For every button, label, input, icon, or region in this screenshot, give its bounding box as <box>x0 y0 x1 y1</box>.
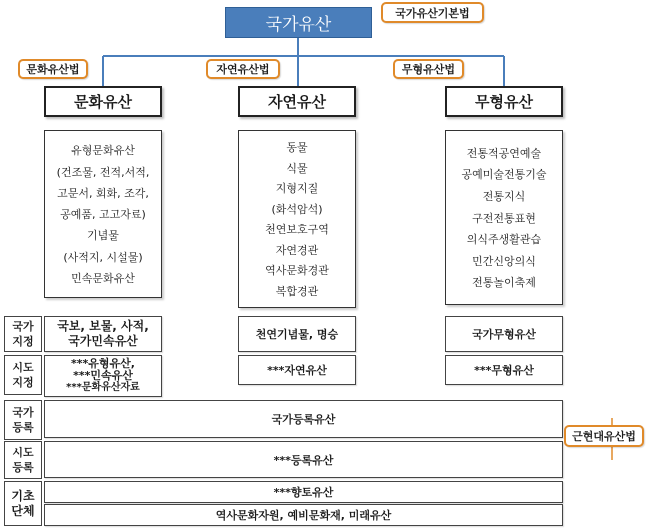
row-label-line: 시도 <box>12 446 34 459</box>
list-item: 의식주생활관습 <box>466 233 542 247</box>
cell-line: ***자연유산 <box>267 363 327 377</box>
root-label: 국가유산 <box>265 15 332 35</box>
row-label-line: 국가 <box>12 406 34 419</box>
cell-line: 국가등록유산 <box>271 413 336 426</box>
cell-line: ***향토유산 <box>273 486 334 499</box>
list-item: 천연보호구역 <box>265 223 329 237</box>
list-item: 민속문화유산 <box>71 271 135 285</box>
list-item: (화석암석) <box>271 202 323 216</box>
law-badge-cultural <box>18 59 88 79</box>
cell-line: 국보, 보물, 사적, <box>57 319 149 333</box>
law-badge-natural <box>206 59 280 79</box>
category-intangible-label: 무형유산 <box>475 93 533 111</box>
list-item: 지형지질 <box>275 182 319 196</box>
list-natural <box>238 130 356 308</box>
list-intangible <box>445 130 563 305</box>
row-label-national-designation <box>4 316 42 352</box>
list-item: 전통적공연예술 <box>466 146 542 160</box>
list-item: 유형문화유산 <box>71 144 135 158</box>
law-badge-basic <box>381 2 484 23</box>
cell-line: 국가민속유산 <box>68 334 138 348</box>
list-item: 동물 <box>286 141 308 155</box>
category-natural <box>238 86 356 117</box>
law-badge-cultural-text: 문화유산법 <box>26 63 80 76</box>
cell-provincial-natural <box>238 355 356 385</box>
list-item: 복합경관 <box>275 284 319 298</box>
list-item: 기념물 <box>87 229 119 243</box>
row-label-line: 국가 <box>12 320 34 333</box>
row-label-line: 지정 <box>12 376 34 389</box>
row-label-provincial-designation <box>4 355 42 395</box>
cell-line: 천연기념물, 명승 <box>255 327 339 341</box>
cell-local-resources <box>44 504 563 526</box>
category-natural-label: 자연유산 <box>268 93 326 111</box>
list-item: 구전전통표현 <box>472 211 536 225</box>
list-item: (사적지, 시설물) <box>63 250 143 264</box>
row-label-line: 기초 <box>11 488 35 503</box>
law-badge-intangible <box>393 59 464 79</box>
law-badge-modern <box>564 425 644 447</box>
cell-line: ***문화유산자료 <box>66 382 140 393</box>
category-cultural <box>44 86 162 117</box>
row-label-line: 등록 <box>12 461 34 474</box>
cell-line: ***등록유산 <box>273 453 334 467</box>
cell-line: 국가무형유산 <box>472 327 536 341</box>
cell-provincial-cultural <box>44 355 162 397</box>
law-badge-natural-text: 자연유산법 <box>216 63 270 76</box>
cell-line: ***유형유산, <box>71 357 135 370</box>
list-item: (건조물, 전적,서적, <box>56 165 150 179</box>
row-label-local <box>4 481 42 526</box>
list-item: 민간신앙의식 <box>472 254 536 268</box>
cell-line: ***무형유산 <box>474 363 534 377</box>
list-item: 전통지식 <box>482 189 526 203</box>
row-label-line: 단체 <box>11 503 35 518</box>
cell-national-natural <box>238 316 356 352</box>
cell-provincial-registration <box>44 441 563 478</box>
law-badge-basic-text: 국가유산기본법 <box>395 6 470 20</box>
cell-national-registration <box>44 400 563 438</box>
cell-national-intangible <box>445 316 563 352</box>
cell-line: ***민속유산 <box>73 369 133 382</box>
list-item: 자연경관 <box>275 243 319 257</box>
list-item: 역사문화경관 <box>265 264 329 278</box>
list-item: 전통놀이축제 <box>472 276 536 290</box>
list-cultural <box>44 130 162 298</box>
category-intangible <box>445 86 563 117</box>
list-item: 공예미술전통기술 <box>461 168 547 182</box>
row-label-provincial-registration <box>4 441 42 479</box>
cell-local-hometown <box>44 481 563 503</box>
cell-line: 역사문화자원, 예비문화재, 미래유산 <box>215 509 392 522</box>
law-badge-intangible-text: 무형유산법 <box>401 63 456 76</box>
row-label-line: 등록 <box>12 421 34 434</box>
row-label-line: 지정 <box>12 335 34 348</box>
list-item: 고문서, 회화, 조각, <box>57 186 149 200</box>
row-label-national-registration <box>4 400 42 440</box>
law-badge-modern-text: 근현대유산법 <box>572 430 636 443</box>
list-item: 공예품, 고고자료) <box>60 208 146 221</box>
list-item: 식물 <box>286 161 308 175</box>
category-cultural-label: 문화유산 <box>74 93 132 111</box>
row-label-line: 시도 <box>12 361 34 374</box>
cell-national-cultural <box>44 316 162 352</box>
cell-provincial-intangible <box>445 355 563 385</box>
root-heritage-box <box>225 7 372 38</box>
